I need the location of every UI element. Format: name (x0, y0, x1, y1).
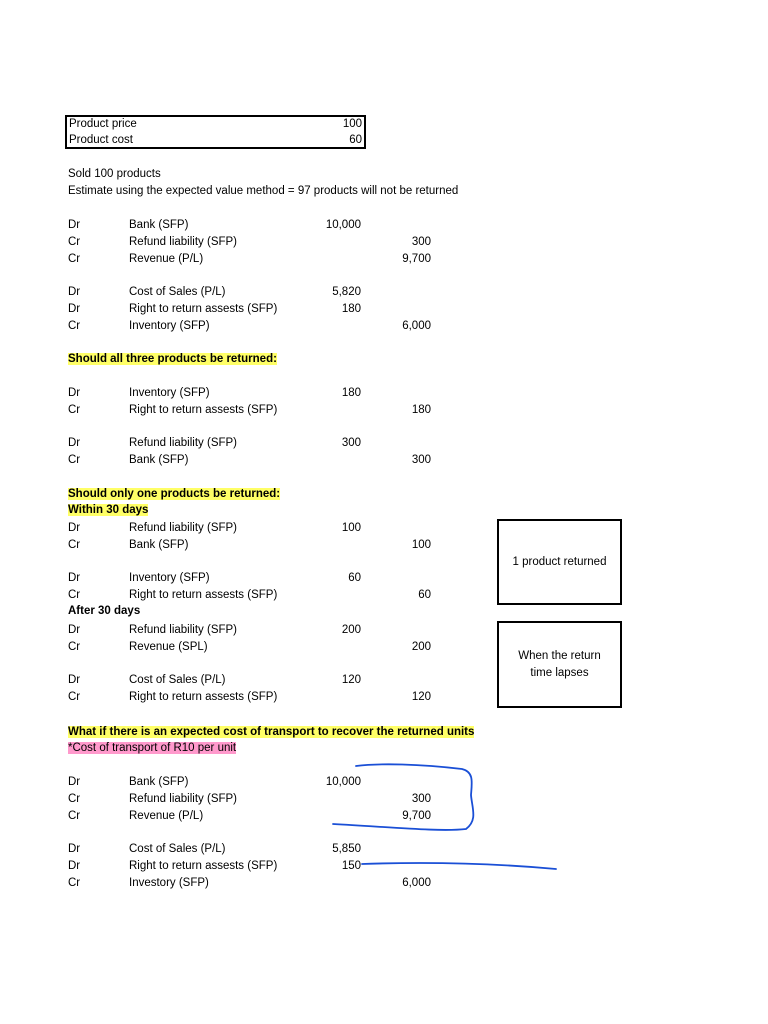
entry-side: Cr (68, 589, 81, 601)
entry-side: Dr (68, 843, 81, 855)
product-cost-value: 60 (349, 134, 362, 146)
entry-account: Right to return assests (SFP) (129, 860, 278, 872)
note-return-time-lapses-text: When the return time lapses (518, 649, 601, 679)
entry-account: Revenue (SPL) (129, 641, 208, 653)
entry-account: Bank (SFP) (129, 539, 189, 551)
heading-transport-question: What if there is an expected cost of transport to recover the returned units (68, 726, 475, 738)
entry-account: Refund liability (SFP) (129, 437, 238, 449)
entry-debit: 5,820 (332, 286, 361, 298)
entry-account: Right to return assests (SFP) (129, 589, 278, 601)
entry-account: Bank (SFP) (129, 776, 189, 788)
heading-after-30-days: After 30 days (68, 605, 141, 617)
entry-account: Investory (SFP) (129, 877, 209, 889)
entry-side: Cr (68, 691, 81, 703)
entry-side: Dr (68, 303, 81, 315)
entry-debit: 200 (341, 624, 361, 636)
pen-underline-stroke (362, 863, 556, 869)
entry-side: Dr (68, 776, 81, 788)
entry-debit: 180 (341, 303, 361, 315)
entry-side: Cr (68, 253, 81, 265)
entry-side: Cr (68, 236, 81, 248)
entry-credit: 300 (411, 793, 431, 805)
entry-side: Cr (68, 320, 81, 332)
entry-credit: 9,700 (402, 810, 431, 822)
entry-debit: 5,850 (332, 843, 361, 855)
note-product-returned-text: 1 product returned (512, 555, 607, 568)
entry-side: Cr (68, 454, 81, 466)
entry-account: Cost of Sales (P/L) (129, 286, 226, 298)
entry-debit: 120 (341, 674, 361, 686)
entry-account: Inventory (SFP) (129, 320, 210, 332)
heading-all-three-returned: Should all three products be returned: (68, 353, 277, 365)
entry-account: Revenue (P/L) (129, 253, 204, 265)
entry-account: Right to return assests (SFP) (129, 303, 278, 315)
intro-estimate-text: Estimate using the expected value method = 97 products will not be returned (68, 185, 459, 197)
entry-credit: 6,000 (402, 877, 431, 889)
entry-account: Refund liability (SFP) (129, 793, 238, 805)
pen-bracket-stroke (333, 764, 473, 830)
entry-side: Dr (68, 219, 81, 231)
entry-account: Bank (SFP) (129, 219, 189, 231)
entry-side: Cr (68, 641, 81, 653)
entry-debit: 150 (341, 860, 361, 872)
entry-side: Dr (68, 624, 81, 636)
entry-side: Dr (68, 286, 81, 298)
entry-account: Refund liability (SFP) (129, 522, 238, 534)
entry-side: Cr (68, 793, 81, 805)
entry-debit: 180 (341, 387, 361, 399)
entry-side: Cr (68, 539, 81, 551)
product-cost-label: Product cost (69, 134, 133, 146)
entry-side: Dr (68, 387, 81, 399)
entry-side: Cr (68, 404, 81, 416)
product-price-value: 100 (342, 118, 362, 130)
entry-credit: 300 (411, 454, 431, 466)
heading-one-returned: Should only one products be returned: (68, 488, 281, 500)
entry-credit: 100 (411, 539, 431, 551)
entry-credit: 300 (411, 236, 431, 248)
entry-side: Cr (68, 877, 81, 889)
entry-side: Dr (68, 674, 81, 686)
entry-account: Refund liability (SFP) (129, 236, 238, 248)
transport-cost-note: *Cost of transport of R10 per unit (68, 742, 237, 754)
entry-debit: 60 (348, 572, 361, 584)
entry-account: Right to return assests (SFP) (129, 691, 278, 703)
entry-side: Dr (68, 860, 81, 872)
entry-account: Revenue (P/L) (129, 810, 204, 822)
entry-credit: 180 (411, 404, 431, 416)
entry-account: Cost of Sales (P/L) (129, 843, 226, 855)
entry-account: Inventory (SFP) (129, 572, 210, 584)
entry-side: Cr (68, 810, 81, 822)
entry-credit: 120 (411, 691, 431, 703)
entry-credit: 60 (418, 589, 431, 601)
entry-debit: 10,000 (325, 776, 361, 788)
product-price-label: Product price (69, 118, 137, 130)
entry-credit: 6,000 (402, 320, 431, 332)
entry-side: Dr (68, 437, 81, 449)
entry-debit: 10,000 (325, 219, 361, 231)
entry-account: Inventory (SFP) (129, 387, 210, 399)
entry-account: Cost of Sales (P/L) (129, 674, 226, 686)
entry-debit: 100 (341, 522, 361, 534)
heading-within-30-days: Within 30 days (68, 504, 149, 516)
entry-credit: 200 (411, 641, 431, 653)
entry-account: Right to return assests (SFP) (129, 404, 278, 416)
entry-side: Dr (68, 522, 81, 534)
entry-debit: 300 (341, 437, 361, 449)
entry-side: Dr (68, 572, 81, 584)
intro-sold-text: Sold 100 products (68, 168, 161, 180)
entry-account: Refund liability (SFP) (129, 624, 238, 636)
entry-account: Bank (SFP) (129, 454, 189, 466)
entry-credit: 9,700 (402, 253, 431, 265)
